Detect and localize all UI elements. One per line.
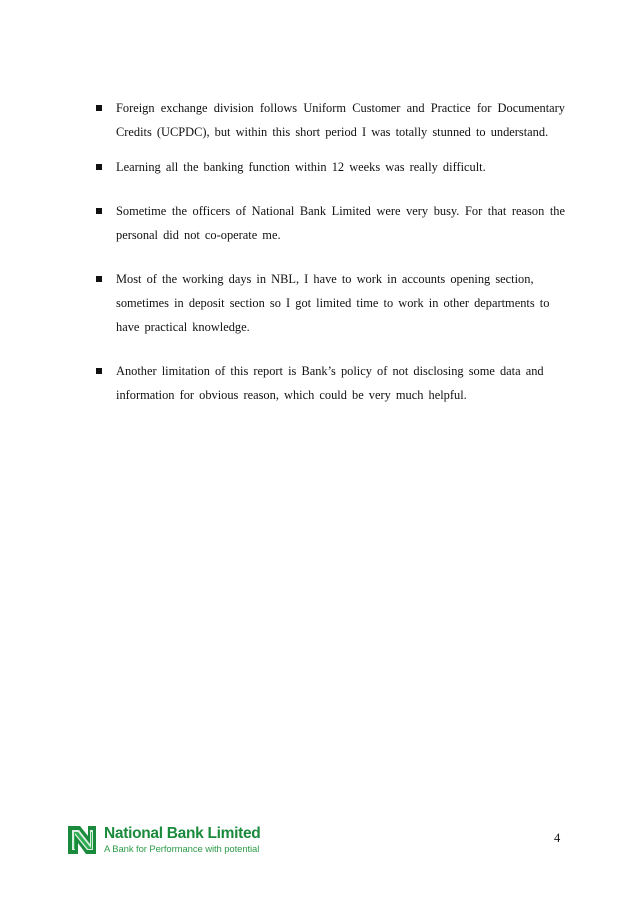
list-item-line: have practical knowledge. <box>116 320 250 334</box>
list-item <box>95 96 565 144</box>
square-bullet-icon <box>96 208 102 214</box>
limitations-list <box>95 96 565 407</box>
list-item-line: Credits (UCPDC), but within this short period I was totally stunned to understand. <box>116 125 549 139</box>
list-item-line: information for obvious reason, which could be very much helpful. <box>116 388 467 402</box>
square-bullet-icon <box>96 368 102 374</box>
page-number: 4 <box>554 831 561 845</box>
list-item-line: Another limitation of this report is Bank’s policy of not disclosing some data and <box>116 364 544 378</box>
square-bullet-icon <box>96 164 102 170</box>
footer-logo <box>66 822 266 862</box>
nbl-logo-icon <box>66 822 98 858</box>
square-bullet-icon <box>96 276 102 282</box>
list-item-line: Learning all the banking function within 12 weeks was really difficult. <box>116 160 486 174</box>
list-item-line: Most of the working days in NBL, I have to work in accounts opening section, <box>116 272 534 286</box>
list-item-line: Foreign exchange division follows Uniform Customer and Practice for Documentary <box>116 101 565 115</box>
list-item <box>95 155 565 179</box>
list-item <box>95 267 565 339</box>
logo-name: National Bank Limited <box>104 825 261 842</box>
logo-tagline: A Bank for Performance with potential <box>104 844 260 855</box>
list-item <box>95 199 565 247</box>
square-bullet-icon <box>96 105 102 111</box>
list-item <box>95 359 565 407</box>
list-item-line: sometimes in deposit section so I got limited time to work in other departments to <box>116 296 550 310</box>
list-item-line: Sometime the officers of National Bank Limited were very busy. For that reason the <box>116 204 565 218</box>
list-item-line: personal did not co-operate me. <box>116 228 281 242</box>
